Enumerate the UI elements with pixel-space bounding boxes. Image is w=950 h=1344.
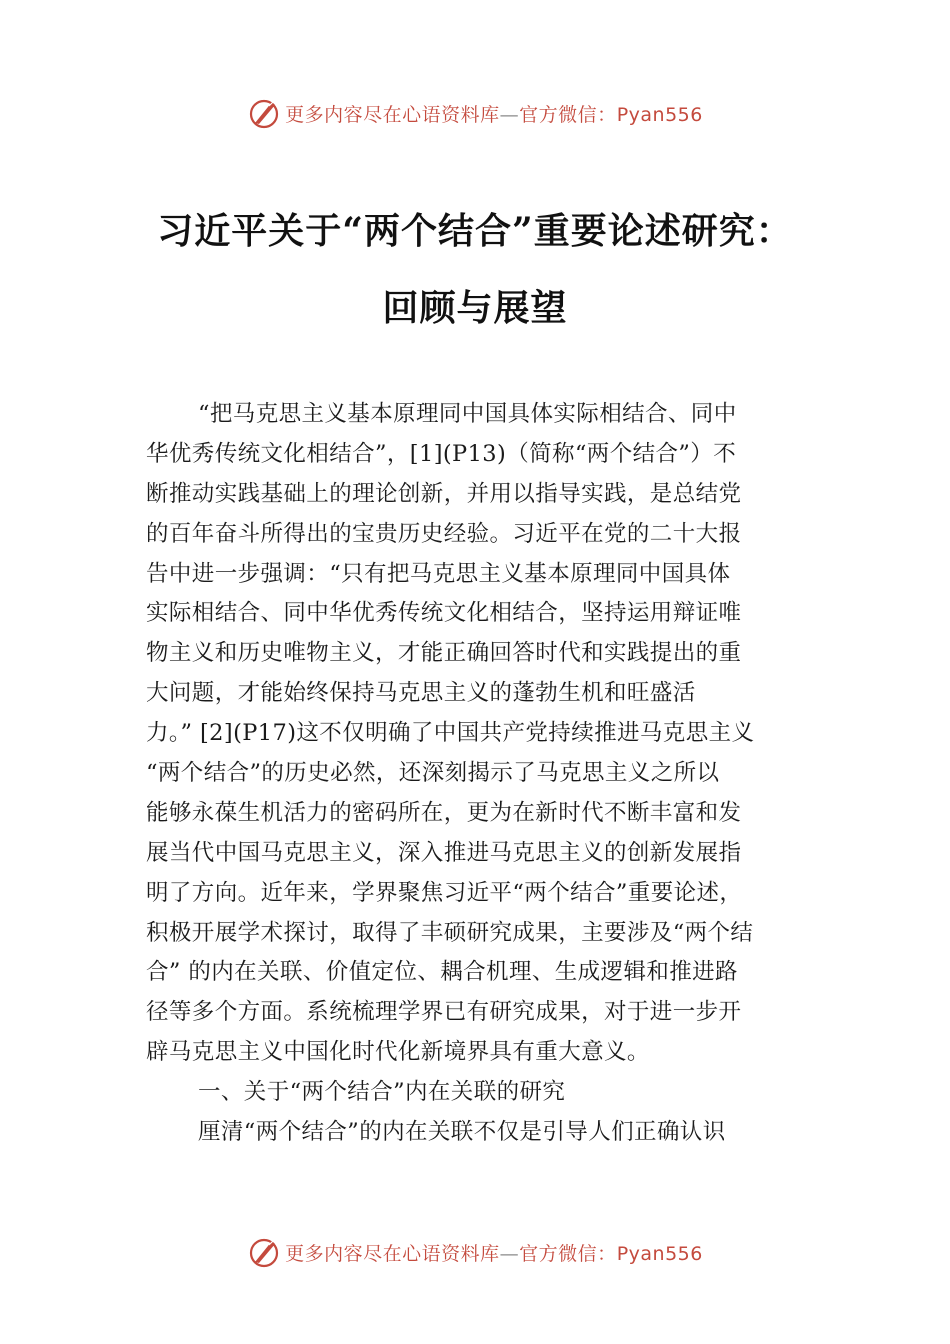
- body-line: “把马克思主义基本原理同中国具体实际相结合、同中: [198, 401, 737, 427]
- body-line: 的百年奋斗所得出的宝贵历史经验。习近平在党的二十大报: [146, 520, 742, 547]
- watermark-footer: [0, 1232, 950, 1272]
- body-line: 展当代中国马克思主义，深入推进马克思主义的创新发展指: [146, 839, 742, 866]
- body-line: 辟马克思主义中国化时代化新境界具有重大意义。: [146, 1039, 650, 1066]
- body-line: 厘清“两个结合”的内在关联不仅是引导人们正确认识: [198, 1119, 726, 1146]
- watermark-text: 更多内容尽在心语资料库—官方微信：Pyan556: [285, 103, 703, 126]
- body-line: 能够永葆生机活力的密码所在，更为在新时代不断丰富和发: [146, 799, 742, 826]
- quill-circle-icon: [247, 96, 281, 130]
- document-title-line-2: 回顾与展望: [382, 287, 568, 329]
- body-line: 径等多个方面。系统梳理学界已有研究成果，对于进一步开: [146, 999, 742, 1026]
- quill-circle-icon: [247, 1235, 281, 1269]
- document-title-line-1: 习近平关于“两个结合”重要论述研究：: [157, 210, 793, 252]
- body-line: 告中进一步强调：“只有把马克思主义基本原理同中国具体: [146, 560, 731, 587]
- body-line: 华优秀传统文化相结合”，[1](P13)（简称“两个结合”）不: [146, 440, 737, 467]
- body-line: 物主义和历史唯物主义，才能正确回答时代和实践提出的重: [146, 640, 742, 667]
- watermark-text: 更多内容尽在心语资料库—官方微信：Pyan556: [285, 1242, 703, 1265]
- body-line: 力。” [2](P17)这不仅明确了中国共产党持续推进马克思主义: [146, 720, 755, 747]
- body-line: 实际相结合、同中华优秀传统文化相结合，坚持运用辩证唯: [146, 600, 742, 627]
- body-line: 积极开展学术探讨，取得了丰硕研究成果，主要涉及“两个结: [146, 919, 754, 946]
- document-body: [146, 395, 810, 1153]
- body-line: 断推动实践基础上的理论创新，并用以指导实践，是总结党: [146, 480, 742, 507]
- body-line: “两个结合”的历史必然，还深刻揭示了马克思主义之所以: [146, 760, 720, 787]
- body-line: 合” 的内在关联、价值定位、耦合机理、生成逻辑和推进路: [146, 959, 738, 986]
- body-line: 明了方向。近年来，学界聚焦习近平“两个结合”重要论述，: [146, 879, 743, 906]
- watermark-header: [0, 93, 950, 133]
- body-line: 大问题，才能始终保持马克思主义的蓬勃生机和旺盛活: [146, 680, 696, 707]
- section-heading: 一、关于“两个结合”内在关联的研究: [198, 1079, 566, 1106]
